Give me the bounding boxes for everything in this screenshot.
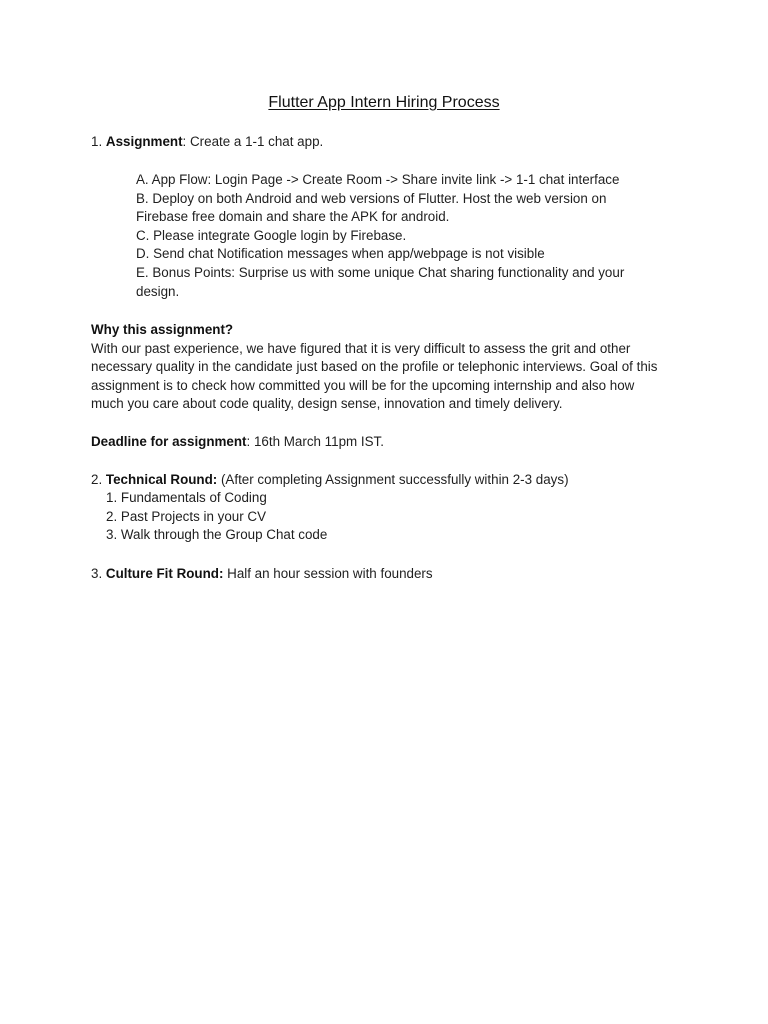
section-1-items xyxy=(136,171,696,301)
deadline-section xyxy=(91,433,691,452)
list-item: 3. Walk through the Group Chat code xyxy=(106,527,328,543)
list-item: C. Please integrate Google login by Firebase. xyxy=(136,227,407,243)
list-item: 1. Fundamentals of Coding xyxy=(106,490,267,505)
list-item: design. xyxy=(136,283,180,299)
section-2-heading xyxy=(91,471,691,490)
section-3-text: Half an hour session with founders xyxy=(223,566,433,581)
section-3-heading xyxy=(91,565,691,584)
paragraph-line: With our past experience, we have figured that it is very difficult to assess the grit and other xyxy=(91,340,631,356)
list-item: 2. Past Projects in your CV xyxy=(106,508,267,524)
section-2-number: 2. xyxy=(91,472,103,487)
list-item: E. Bonus Points: Surprise us with some unique Chat sharing functionality and your xyxy=(136,264,625,280)
document-title: Flutter App Intern Hiring Process xyxy=(268,94,500,111)
section-3-number: 3. xyxy=(91,566,103,581)
why-heading: Why this assignment? xyxy=(91,322,234,337)
section-2-text: (After completing Assignment successfully within 2-3 days) xyxy=(217,472,569,487)
paragraph-line: assignment is to check how committed you will be for the upcoming internship and also how xyxy=(91,377,635,393)
paragraph-line: necessary quality in the candidate just based on the profile or telephonic interviews. Goal of this xyxy=(91,359,658,375)
list-item: A. App Flow: Login Page -> Create Room -> Share invite link -> 1-1 chat interface xyxy=(136,172,620,187)
deadline-text: : 16th March 11pm IST. xyxy=(246,434,384,449)
section-2-items xyxy=(106,489,666,545)
list-item: Firebase free domain and share the APK for android. xyxy=(136,209,450,225)
section-1-label: Assignment xyxy=(105,134,183,149)
section-1-text: : Create a 1-1 chat app. xyxy=(182,134,324,149)
why-section xyxy=(91,321,691,414)
section-2-label: Technical Round: xyxy=(105,472,218,487)
paragraph-line: much you care about code quality, design sense, innovation and timely delivery. xyxy=(91,396,563,412)
deadline-label: Deadline for assignment xyxy=(91,434,247,449)
section-1-number: 1. xyxy=(91,134,103,149)
list-item: B. Deploy on both Android and web versions of Flutter. Host the web version on xyxy=(136,190,607,206)
section-3-label: Culture Fit Round: xyxy=(105,566,224,581)
list-item: D. Send chat Notification messages when app/webpage is not visible xyxy=(136,246,545,262)
section-1-heading xyxy=(91,133,691,152)
